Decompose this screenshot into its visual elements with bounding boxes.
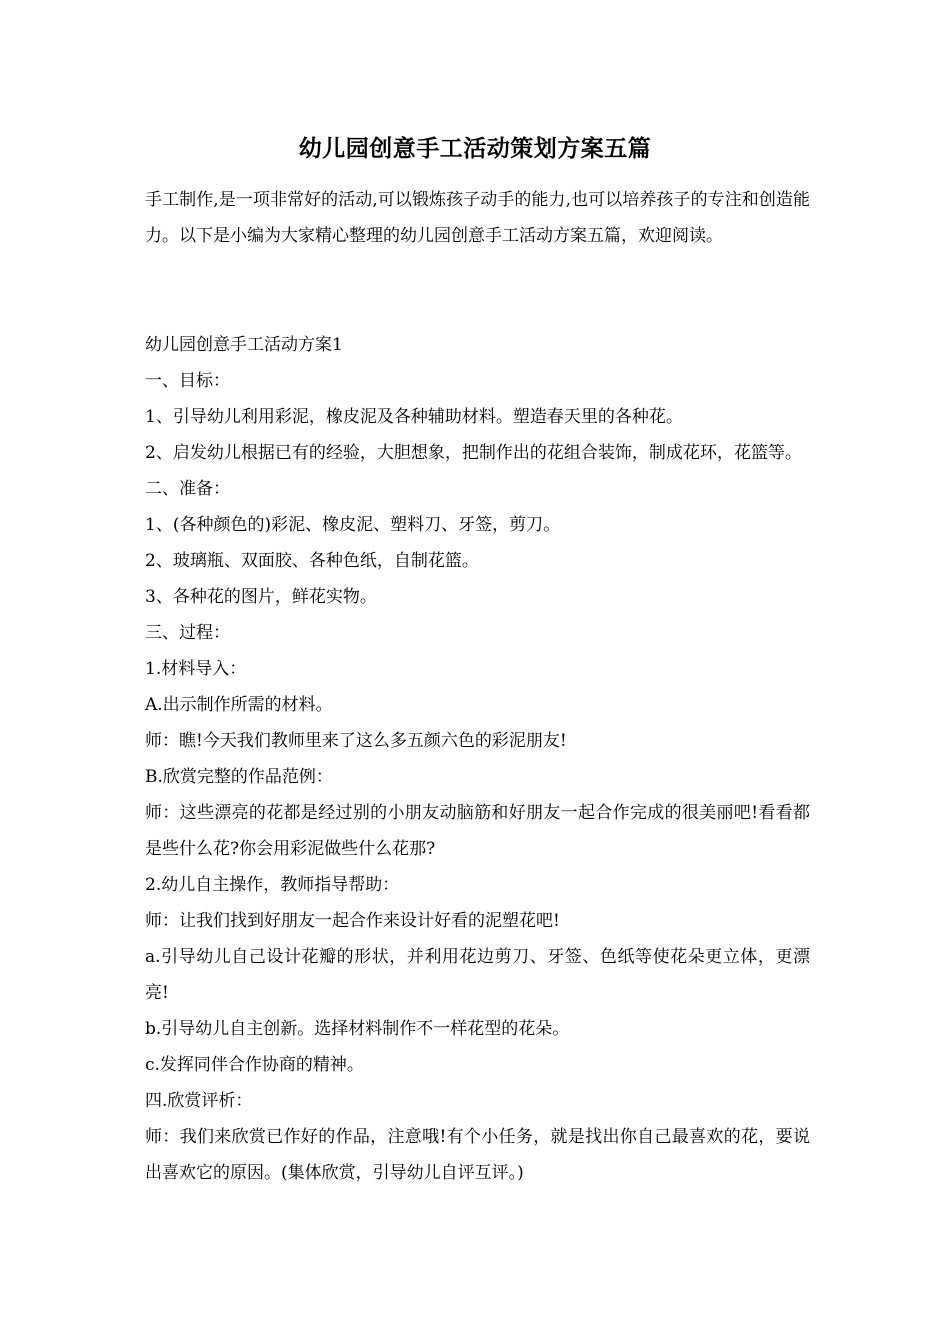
- preparation-item-1: 1、(各种颜色的)彩泥、橡皮泥、塑料刀、牙签，剪刀。: [145, 515, 561, 535]
- section-heading-plan-1: 幼儿园创意手工活动方案1: [145, 335, 343, 355]
- heading-preparation: 二、准备：: [145, 479, 230, 499]
- process-step-2b: b.引导幼儿自主创新。选择材料制作不一样花型的花朵。: [145, 1019, 570, 1039]
- goal-item-1: 1、引导幼儿利用彩泥，橡皮泥及各种辅助材料。塑造春天里的各种花。: [145, 407, 683, 427]
- heading-goals: 一、目标：: [145, 371, 230, 391]
- teacher-line-1: 师：瞧!今天我们教师里来了这么多五颜六色的彩泥朋友!: [145, 731, 567, 751]
- process-step-2c: c.发挥同伴合作协商的精神。: [145, 1055, 364, 1075]
- teacher-line-2: 师：这些漂亮的花都是经过别的小朋友动脑筋和好朋友一起合作完成的很美丽吧!看看都是些什么花?你会用彩泥做些什么花那?: [145, 803, 810, 859]
- process-step-2: 2.幼儿自主操作，教师指导帮助：: [145, 875, 400, 895]
- document-body: [145, 327, 810, 1191]
- teacher-line-4: 师：我们来欣赏已作好的作品，注意哦!有个小任务，就是找出你自己最喜欢的花，要说出喜欢它的原因。(集体欣赏，引导幼儿自评互评。): [145, 1127, 810, 1183]
- process-step-2a: a.引导幼儿自己设计花瓣的形状，并利用花边剪刀、牙签、色纸等使花朵更立体，更漂亮!: [145, 947, 810, 1003]
- heading-process: 三、过程：: [145, 623, 230, 643]
- process-step-1a: A.出示制作所需的材料。: [145, 695, 333, 715]
- process-step-1: 1.材料导入：: [145, 659, 247, 679]
- document-title: 幼儿园创意手工活动策划方案五篇: [298, 135, 652, 162]
- heading-appreciation: 四.欣赏评析：: [145, 1091, 253, 1111]
- teacher-line-3: 师：让我们找到好朋友一起合作来设计好看的泥塑花吧!: [145, 911, 560, 931]
- process-step-1b: B.欣赏完整的作品范例：: [145, 767, 333, 787]
- intro-paragraph: 手工制作,是一项非常好的活动,可以锻炼孩子动手的能力,也可以培养孩子的专注和创造能力。以下是小编为大家精心整理的幼儿园创意手工活动方案五篇，欢迎阅读。: [145, 190, 810, 246]
- goal-item-2: 2、启发幼儿根据已有的经验，大胆想象，把制作出的花组合装饰，制成花环，花篮等。: [145, 443, 802, 463]
- preparation-item-3: 3、各种花的图片，鲜花实物。: [145, 587, 377, 607]
- preparation-item-2: 2、玻璃瓶、双面胶、各种色纸，自制花篮。: [145, 551, 479, 571]
